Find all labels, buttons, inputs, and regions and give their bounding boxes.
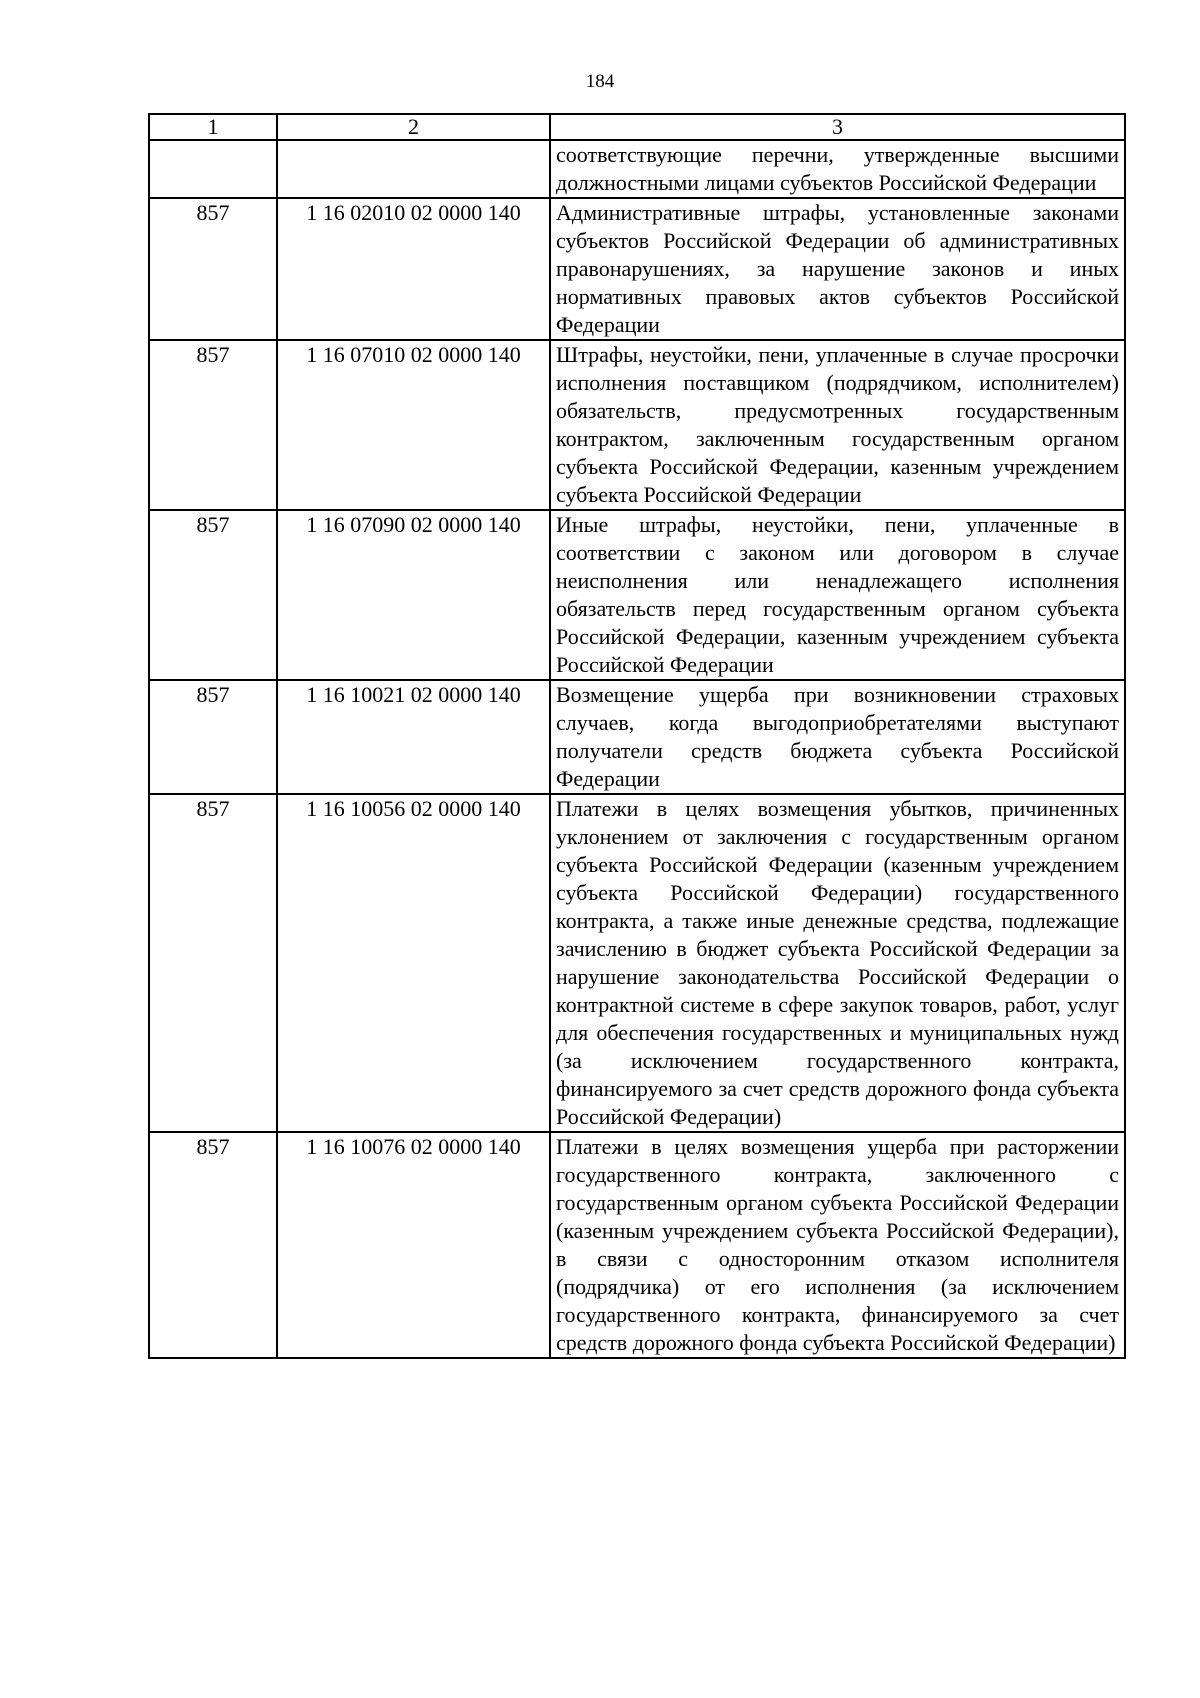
- budget-code-cell: [277, 140, 550, 198]
- table-row: [149, 680, 1125, 794]
- description-cell: Платежи в целях возмещения убытков, причиненных уклонением от заключения с государственным органом субъекта Российской Федерации (казенным учреждением субъекта Российской Федерации) государственного контракта, а также иные денежные средства, подлежащие зачислению в бюджет субъекта Российской Федерации за нарушение законодательства Российской Федерации о контрактной системе в сфере закупок товаров, работ, услуг для обеспечения государственных и муниципальных нужд (за исключением государственного контракта, финансируемого за счет средств дорожного фонда субъекта Российской Федерации): [550, 794, 1125, 1132]
- table-row: [149, 140, 1125, 198]
- admin-code-cell: [149, 140, 277, 198]
- description-cell: соответствующие перечни, утвержденные высшими должностными лицами субъектов Российской Федерации: [550, 140, 1125, 198]
- description-cell: Возмещение ущерба при возникновении страховых случаев, когда выгодоприобретателями выступают получатели средств бюджета субъекта Российской Федерации: [550, 680, 1125, 794]
- table-row: [149, 510, 1125, 680]
- budget-code-cell: 1 16 07090 02 0000 140: [277, 510, 550, 680]
- table-row: [149, 1132, 1125, 1358]
- page-number: 184: [585, 71, 615, 92]
- description-cell: Иные штрафы, неустойки, пени, уплаченные в соответствии с законом или договором в случае неисполнения или ненадлежащего исполнения обязательств перед государственным органом субъекта Российской Федерации, казенным учреждением субъекта Российской Федерации: [550, 510, 1125, 680]
- budget-code-cell: 1 16 10021 02 0000 140: [277, 680, 550, 794]
- budget-codes-table: [148, 113, 1126, 1359]
- description-cell: Административные штрафы, установленные законами субъектов Российской Федерации об административных правонарушениях, за нарушение законов и иных нормативных правовых актов субъектов Российской Федерации: [550, 198, 1125, 340]
- budget-code-cell: 1 16 02010 02 0000 140: [277, 198, 550, 340]
- column-header-1: 1: [149, 114, 277, 140]
- description-cell: Платежи в целях возмещения ущерба при расторжении государственного контракта, заключенного с государственным органом субъекта Российской Федерации (казенным учреждением субъекта Российской Федерации), в связи с односторонним отказом исполнителя (подрядчика) от его исполнения (за исключением государственного контракта, финансируемого за счет средств дорожного фонда субъекта Российской Федерации): [550, 1132, 1125, 1358]
- admin-code-cell: 857: [149, 340, 277, 510]
- column-header-3: 3: [550, 114, 1125, 140]
- budget-code-cell: 1 16 10056 02 0000 140: [277, 794, 550, 1132]
- admin-code-cell: 857: [149, 198, 277, 340]
- admin-code-cell: 857: [149, 794, 277, 1132]
- column-header-2: 2: [277, 114, 550, 140]
- description-cell: Штрафы, неустойки, пени, уплаченные в случае просрочки исполнения поставщиком (подрядчиком, исполнителем) обязательств, предусмотренных государственным контрактом, заключенным государственным органом субъекта Российской Федерации, казенным учреждением субъекта Российской Федерации: [550, 340, 1125, 510]
- table-header-row: [149, 114, 1125, 140]
- table-row: [149, 794, 1125, 1132]
- budget-code-cell: 1 16 07010 02 0000 140: [277, 340, 550, 510]
- admin-code-cell: 857: [149, 680, 277, 794]
- budget-code-cell: 1 16 10076 02 0000 140: [277, 1132, 550, 1358]
- admin-code-cell: 857: [149, 510, 277, 680]
- table-row: [149, 340, 1125, 510]
- table-row: [149, 198, 1125, 340]
- admin-code-cell: 857: [149, 1132, 277, 1358]
